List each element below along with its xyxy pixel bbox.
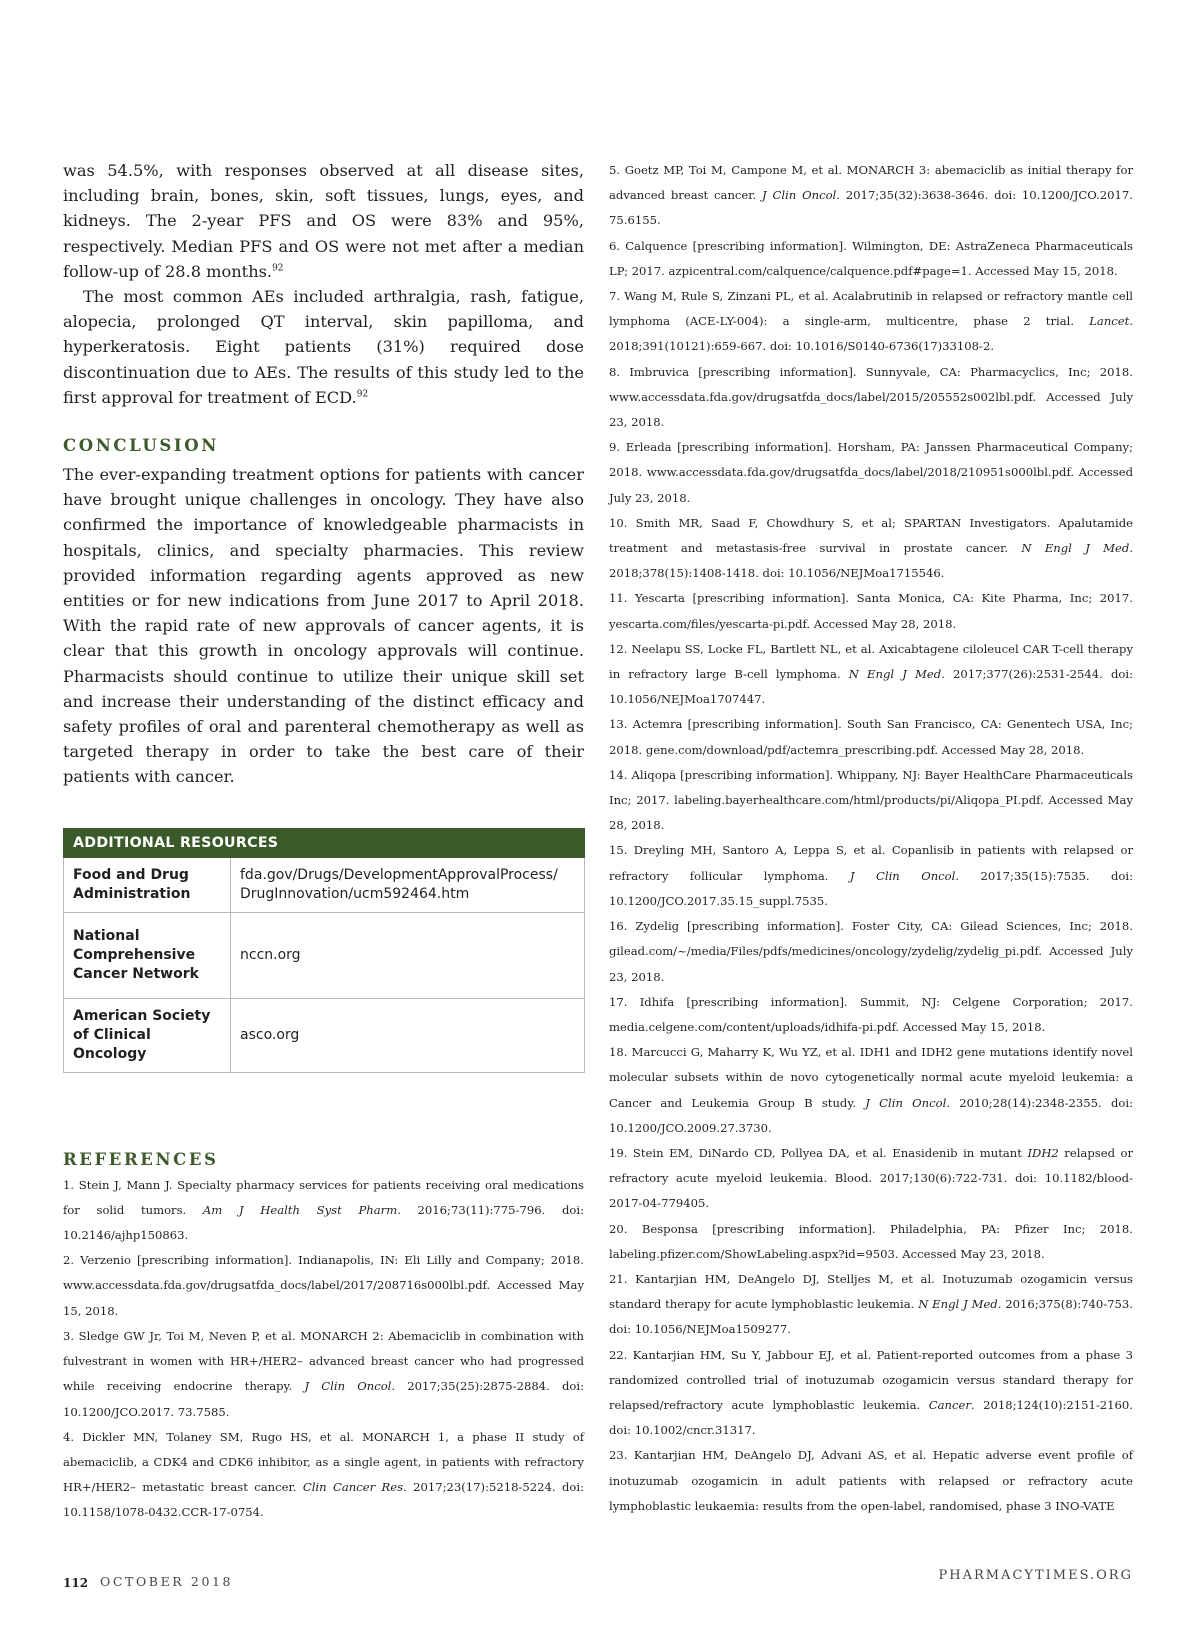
- reference-text: . 2017;23(17):5218-5224. doi: 10.1158/1078-0432.CCR-17-0754.: [63, 1480, 585, 1520]
- reference-text: . 2016;73(11):775-796. doi: 10.2146/ajhp150863.: [63, 1202, 584, 1243]
- reference-text: 5. Goetz MP, Toi M, Campone M, et al. MONARCH 3: abemaciclib as initial therapy for advanced breast cancer.: [609, 163, 1133, 203]
- reference-text: 19. Stein EM, DiNardo CD, Pollyea DA, et al. Enasidenib in mutant: [609, 1145, 1028, 1160]
- reference-text: 10. Smith MR, Saad F, Chowdhury S, et al; SPARTAN Investigators. Apalutamide treatment and metastasis-free survival in prostate cancer.: [609, 515, 1133, 556]
- reference-item: [609, 586, 1133, 636]
- reference-text: . 2018;391(10121):659-667. doi: 10.1016/S0140-6736(17)33108-2.: [609, 314, 1133, 354]
- reference-text: 11. Yescarta [prescribing information]. Santa Monica, CA: Kite Pharma, Inc; 2017. yescarta.com/files/yescarta-pi.pdf. Accessed May 28, 2018.: [609, 591, 1133, 631]
- reference-text: 20. Besponsa [prescribing information]. Philadelphia, PA: Pfizer Inc; 2018. labeling.pfizer.com/ShowLabeling.aspx?id=9503. Accessed May 23, 2018.: [609, 1221, 1133, 1261]
- reference-text: 14. Aliqopa [prescribing information]. Whippany, NJ: Bayer HealthCare Pharmaceuticals Inc; 2017. labeling.bayerhealthcare.com/html/products/pi/Aliqopa_PI.pdf. Accessed May 28, 2018.: [609, 767, 1133, 833]
- body-paragraph: [63, 284, 584, 410]
- reference-text: . 2016;375(8):740-753. doi: 10.1056/NEJMoa1509277.: [609, 1297, 1133, 1337]
- reference-text: 18. Marcucci G, Maharry K, Wu YZ, et al. IDH1 and IDH2 gene mutations identify novel molecular subsets within de novo cytogenetically normal acute myeloid leukemia: a Cancer and Leukemia Group B study.: [609, 1045, 1133, 1110]
- references-heading: REFERENCES: [63, 1149, 219, 1169]
- conclusion-paragraph: The ever-expanding treatment options for patients with cancer have brought unique challenges in oncology. They have also confirmed the importance of knowledgeable pharmacists in hospitals, clinics, and specialty pharmacies. This review provided information regarding agents approved as new entities or for new indications from June 2017 to April 2018. With the rapid rate of new approvals of cancer agents, it is clear that this growth in oncology approvals will continue. Pharmacists should continue to utilize their unique skill set and increase their understanding of the distinct efficacy and safety profiles of oral and parenteral chemotherapy as well as targeted therapy in order to take the best care of their patients with cancer.: [63, 465, 584, 787]
- reference-item: [609, 360, 1133, 436]
- reference-text: 6. Calquence [prescribing information]. Wilmington, DE: AstraZeneca Pharmaceuticals LP; 2017. azpicentral.com/calquence/calquence.pdf#page=1. Accessed May 15, 2018.: [609, 238, 1133, 278]
- table-row: [64, 857, 585, 912]
- reference-text: . 2017;377(26):2531-2544. doi: 10.1056/NEJMoa1707447.: [609, 667, 1134, 707]
- table-row: [64, 998, 585, 1072]
- reference-journal: Lancet: [1089, 314, 1130, 329]
- reference-text: 8. Imbruvica [prescribing information]. Sunnyvale, CA: Pharmacyclics, Inc; 2018. www.accessdata.fda.gov/drugsatfda_docs/label/2015/205552s002lbl.pdf. Accessed July 23, 2018.: [609, 364, 1133, 430]
- additional-resources-table: [63, 828, 585, 1073]
- references-list-right: [609, 158, 1133, 1519]
- reference-item: [609, 1141, 1133, 1217]
- reference-item: [609, 1343, 1133, 1444]
- paragraph-text: was 54.5%, with responses observed at all disease sites, including brain, bones, skin, soft tissues, lungs, eyes, and kidneys. The 2-year PFS and OS were 83% and 95%, respectively. Median PFS and OS were not met after a median follow-up of 28.8 months.: [63, 161, 584, 281]
- reference-text: 4. Dickler MN, Tolaney SM, Rugo HS, et al. MONARCH 1, a phase II study of abemaciclib, a CDK4 and CDK6 inhibitor, as a single agent, in patients with refractory HR+/HER2– metastatic breast cancer.: [63, 1429, 584, 1495]
- reference-journal: J Clin Oncol: [762, 188, 837, 203]
- reference-text: 15. Dreyling MH, Santoro A, Leppa S, et al. Copanlisib in patients with relapsed or refractory follicular lymphoma.: [609, 843, 1133, 883]
- reference-journal: IDH2: [1027, 1145, 1059, 1160]
- site-name: PHARMACYTIMES.ORG: [938, 1568, 1133, 1583]
- reference-text: 17. Idhifa [prescribing information]. Summit, NJ: Celgene Corporation; 2017. media.celgene.com/content/uploads/idhifa-pi.pdf. Accessed May 15, 2018.: [609, 994, 1133, 1034]
- reference-text: 7. Wang M, Rule S, Zinzani PL, et al. Acalabrutinib in relapsed or refractory mantle cell lymphoma (ACE-LY-004): a single-arm, multicentre, phase 2 trial.: [609, 289, 1133, 329]
- issue-date: OCTOBER 2018: [100, 1574, 234, 1589]
- reference-text: 2. Verzenio [prescribing information]. Indianapolis, IN: Eli Lilly and Company; 2018. www.accessdata.fda.gov/drugsatfda_docs/label/2017/208716s000lbl.pdf. Accessed May 15, 2018.: [63, 1253, 584, 1318]
- reference-item: [609, 158, 1133, 234]
- reference-item: [609, 914, 1133, 990]
- page-number: 112: [63, 1576, 89, 1590]
- references-list-left: [63, 1173, 584, 1526]
- reference-item: [609, 1040, 1133, 1141]
- reference-text: 23. Kantarjian HM, DeAngelo DJ, Advani AS, et al. Hepatic adverse event profile of inotuzumab ozogamicin in adult patients with relapsed or refractory acute lymphoblastic leukaemia: results from the open-label, randomised, phase 3 INO-VATE: [609, 1448, 1133, 1513]
- reference-item: [609, 1443, 1133, 1519]
- reference-item: [609, 1217, 1133, 1267]
- reference-text: relapsed or refractory acute myeloid leukemia. Blood. 2017;130(6):722-731. doi: 10.1182/blood-2017-04-779405.: [609, 1145, 1134, 1211]
- reference-journal: J Clin Oncol: [304, 1379, 392, 1394]
- reference-journal: Cancer: [928, 1397, 971, 1412]
- reference-item: [609, 838, 1133, 914]
- resource-name: Food and Drug Administration: [64, 857, 231, 912]
- conclusion-heading: CONCLUSION: [63, 436, 219, 456]
- reference-journal: N Engl J Med: [1021, 541, 1130, 556]
- reference-text: 16. Zydelig [prescribing information]. Foster City, CA: Gilead Sciences, Inc; 2018. gilead.com/~/media/Files/pdfs/medicines/oncology/zydelig/zydelig_pi.pdf. Accessed July 23, 2018.: [609, 919, 1133, 984]
- resource-name: American Society of Clinical Oncology: [64, 998, 231, 1072]
- reference-item: [609, 284, 1133, 360]
- reference-text: . 2017;35(25):2875-2884. doi: 10.1200/JCO.2017. 73.7585.: [63, 1379, 584, 1419]
- reference-item: [609, 763, 1133, 839]
- reference-text: 13. Actemra [prescribing information]. South San Francisco, CA: Genentech USA, Inc; 2018. gene.com/download/pdf/actemra_prescribing.pdf. Accessed May 28, 2018.: [609, 717, 1133, 757]
- resource-url[interactable]: asco.org: [231, 998, 585, 1072]
- left-column: [63, 158, 584, 1526]
- table-row: [64, 912, 585, 998]
- reference-item: [63, 1248, 584, 1324]
- reference-text: . 2018;124(10):2151-2160. doi: 10.1002/cncr.31317.: [609, 1397, 1133, 1438]
- reference-text: 22. Kantarjian HM, Su Y, Jabbour EJ, et al. Patient-reported outcomes from a phase 3 randomized controlled trial of inotuzumab ozogamicin versus standard therapy for relapsed/refractory acute lymphoblastic leukemia.: [609, 1347, 1133, 1412]
- reference-item: [63, 1324, 584, 1425]
- reference-item: [609, 234, 1133, 284]
- reference-text: 1. Stein J, Mann J. Specialty pharmacy services for patients receiving oral medications for solid tumors.: [63, 1177, 584, 1217]
- reference-text: 21. Kantarjian HM, DeAngelo DJ, Stelljes M, et al. Inotuzumab ozogamicin versus standard therapy for acute lymphoblastic leukemia.: [609, 1271, 1133, 1312]
- resource-url[interactable]: fda.gov/Drugs/DevelopmentApprovalProcess/ DrugInnovation/ucm592464.htm: [231, 857, 585, 912]
- reference-item: [63, 1425, 584, 1526]
- reference-text: . 2018;378(15):1408-1418. doi: 10.1056/NEJMoa1715546.: [609, 541, 1134, 581]
- right-column: [609, 158, 1133, 1519]
- reference-item: [609, 712, 1133, 762]
- paragraph-text: The most common AEs included arthralgia, rash, fatigue, alopecia, prolonged QT interval, skin papilloma, and hyperkeratosis. Eight patients (31%) required dose discontinuation due to AEs. The results of this study led to the first approval for treatment of ECD.: [63, 287, 584, 407]
- reference-item: [609, 637, 1133, 713]
- reference-journal: J Clin Oncol: [865, 1095, 947, 1110]
- reference-item: [63, 1173, 584, 1249]
- reference-item: [609, 511, 1133, 587]
- reference-text: 9. Erleada [prescribing information]. Horsham, PA: Janssen Pharmaceutical Company; 2018. www.accessdata.fda.gov/drugsatfda_docs/label/2018/210951s000lbl.pdf. Accessed July 23, 2018.: [609, 440, 1133, 505]
- reference-journal: N Engl J Med: [848, 667, 942, 682]
- reference-text: 3. Sledge GW Jr, Toi M, Neven P, et al. MONARCH 2: Abemaciclib in combination with fulvestrant in women with HR+/HER2– advanced breast cancer who had progressed while receiving endocrine therapy.: [63, 1328, 584, 1394]
- citation-superscript: 92: [272, 263, 284, 274]
- citation-superscript: 92: [356, 389, 369, 400]
- body-paragraph: [63, 158, 584, 284]
- reference-item: [609, 990, 1133, 1040]
- reference-text: . 2017;35(32):3638-3646. doi: 10.1200/JCO.2017. 75.6155.: [609, 188, 1133, 228]
- reference-journal: Clin Cancer Res: [302, 1480, 404, 1495]
- reference-text: . 2010;28(14):2348-2355. doi: 10.1200/JCO.2009.27.3730.: [609, 1095, 1133, 1135]
- reference-journal: N Engl J Med: [918, 1297, 998, 1312]
- reference-text: 12. Neelapu SS, Locke FL, Bartlett NL, et al. Axicabtagene ciloleucel CAR T-cell therapy in refractory large B-cell lymphoma.: [609, 641, 1133, 682]
- reference-item: [609, 435, 1133, 511]
- reference-item: [609, 1267, 1133, 1343]
- resource-url[interactable]: nccn.org: [231, 912, 585, 998]
- resource-name: National Comprehensive Cancer Network: [64, 912, 231, 998]
- reference-journal: Am J Health Syst Pharm: [202, 1202, 398, 1217]
- reference-journal: J Clin Oncol: [849, 868, 956, 883]
- reference-text: . 2017;35(15):7535. doi: 10.1200/JCO.2017.35.15_suppl.7535.: [609, 868, 1133, 908]
- resources-table-title: ADDITIONAL RESOURCES: [64, 828, 585, 857]
